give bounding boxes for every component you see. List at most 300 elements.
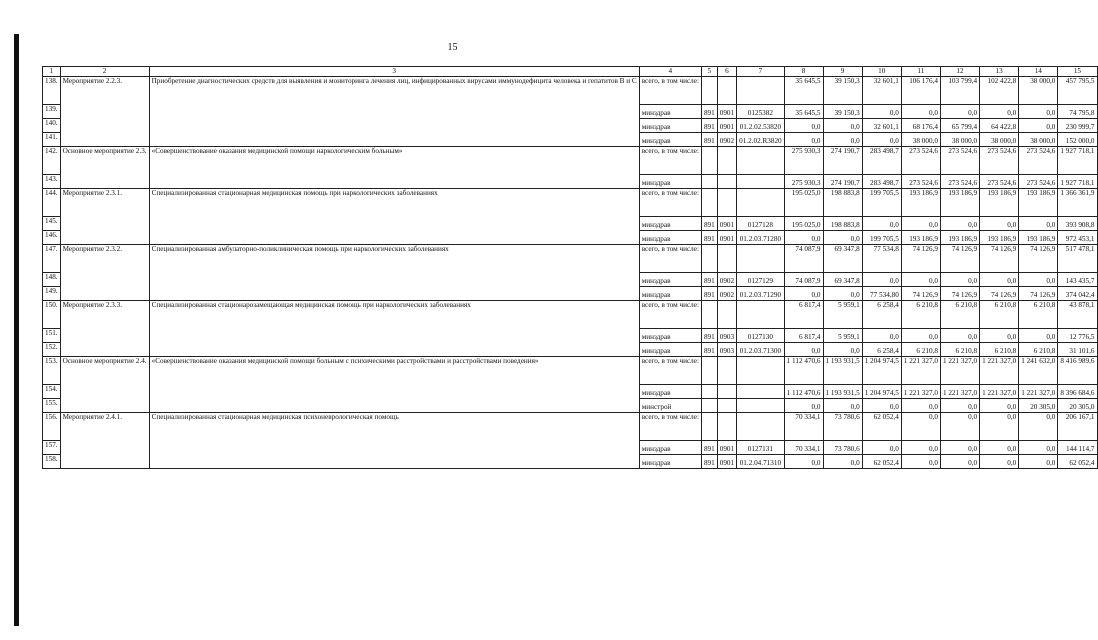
amount-cell: 0,0 <box>1019 273 1058 287</box>
amount-cell: 0,0 <box>784 455 823 469</box>
amount-cell: 393 908,8 <box>1058 217 1097 231</box>
amount-cell: 74 126,9 <box>1019 245 1058 273</box>
amount-cell: 74 126,9 <box>901 287 940 301</box>
amount-cell: 143 435,7 <box>1058 273 1097 287</box>
amount-cell: 0,0 <box>980 217 1019 231</box>
code-article <box>737 413 785 441</box>
amount-cell: 0,0 <box>1019 441 1058 455</box>
amount-cell: 193 186,9 <box>901 231 940 245</box>
column-header: 2 <box>60 67 149 77</box>
code-section: 0902 <box>717 133 736 147</box>
amount-cell: 0,0 <box>940 273 979 287</box>
amount-cell: 6 210,8 <box>1019 301 1058 329</box>
amount-cell: 0,0 <box>940 399 979 413</box>
amount-cell: 38 000,0 <box>1019 77 1058 105</box>
code-ministry: 891 <box>701 441 717 455</box>
amount-cell: 8 396 684,6 <box>1058 385 1097 399</box>
amount-cell: 0,0 <box>784 231 823 245</box>
amount-cell: 273 524,6 <box>940 175 979 189</box>
code-ministry <box>701 301 717 329</box>
event-description: «Совершенствование оказания медицинской помощи наркологическим больным» <box>149 147 639 189</box>
funding-type: минздрав <box>639 343 701 357</box>
row-number: 145. <box>43 217 61 231</box>
funding-type: всего, в том числе: <box>639 413 701 441</box>
amount-cell: 273 524,6 <box>1019 175 1058 189</box>
event-description: «Совершенствование оказания медицинской помощи больным с психическими расстройствами и расстройствами поведения» <box>149 357 639 413</box>
code-section: 0901 <box>717 217 736 231</box>
event-name: Основное мероприятие 2.4. <box>60 357 149 413</box>
code-article <box>737 147 785 175</box>
funding-type: минздрав <box>639 105 701 119</box>
amount-cell: 39 150,3 <box>823 77 862 105</box>
funding-type: всего, в том числе: <box>639 357 701 385</box>
amount-cell: 0,0 <box>1019 329 1058 343</box>
amount-cell: 0,0 <box>823 455 862 469</box>
funding-type: минздрав <box>639 441 701 455</box>
amount-cell: 5 959,1 <box>823 301 862 329</box>
amount-cell: 0,0 <box>823 287 862 301</box>
table-header-row <box>43 67 1098 77</box>
row-number: 158. <box>43 455 61 469</box>
column-header: 10 <box>862 67 901 77</box>
amount-cell: 73 780,6 <box>823 413 862 441</box>
amount-cell: 38 000,0 <box>901 133 940 147</box>
funding-type: всего, в том числе: <box>639 301 701 329</box>
code-article: 01.2.03.71290 <box>737 287 785 301</box>
amount-cell: 74 795,8 <box>1058 105 1097 119</box>
amount-cell: 273 524,6 <box>901 147 940 175</box>
funding-type: минстрой <box>639 399 701 413</box>
event-description: Специализированная амбулаторно-поликлиническая помощь при наркологических заболеваниях <box>149 245 639 301</box>
amount-cell: 274 190,7 <box>823 147 862 175</box>
amount-cell: 6 258,4 <box>862 343 901 357</box>
amount-cell: 0,0 <box>862 133 901 147</box>
amount-cell: 6 210,8 <box>940 343 979 357</box>
table-row <box>43 245 1098 273</box>
funding-type: минздрав <box>639 133 701 147</box>
amount-cell: 62 052,4 <box>862 455 901 469</box>
amount-cell: 230 999,7 <box>1058 119 1097 133</box>
amount-cell: 20 305,0 <box>1058 399 1097 413</box>
code-article: 01.2.03.71300 <box>737 343 785 357</box>
code-section <box>717 413 736 441</box>
page-number: 15 <box>447 42 458 53</box>
binding-edge <box>14 34 19 626</box>
code-section <box>717 147 736 175</box>
column-header: 3 <box>149 67 639 77</box>
code-section: 0902 <box>717 273 736 287</box>
code-ministry: 891 <box>701 217 717 231</box>
amount-cell: 1 241 632,0 <box>1019 357 1058 385</box>
amount-cell: 1 221 327,0 <box>980 357 1019 385</box>
code-article <box>737 77 785 105</box>
code-article: 0125382 <box>737 105 785 119</box>
event-name: Мероприятие 2.3.3. <box>60 301 149 357</box>
amount-cell: 1 221 327,0 <box>980 385 1019 399</box>
amount-cell: 144 114,7 <box>1058 441 1097 455</box>
amount-cell: 6 210,8 <box>901 343 940 357</box>
funding-type: минздрав <box>639 217 701 231</box>
amount-cell: 0,0 <box>901 413 940 441</box>
code-section: 0901 <box>717 441 736 455</box>
amount-cell: 0,0 <box>862 273 901 287</box>
code-ministry: 891 <box>701 105 717 119</box>
row-number: 149. <box>43 287 61 301</box>
amount-cell: 0,0 <box>940 441 979 455</box>
row-number: 138. <box>43 77 61 105</box>
code-ministry <box>701 245 717 273</box>
column-header: 9 <box>823 67 862 77</box>
event-description: Специализированная стационарозамещающая медицинская помощь при наркологических заболеваниях <box>149 301 639 357</box>
amount-cell: 283 498,7 <box>862 175 901 189</box>
code-article: 01.2.03.71280 <box>737 231 785 245</box>
code-section <box>717 399 736 413</box>
amount-cell: 0,0 <box>862 329 901 343</box>
amount-cell: 6 210,8 <box>980 343 1019 357</box>
amount-cell: 0,0 <box>940 329 979 343</box>
column-header: 1 <box>43 67 61 77</box>
code-article: 0127130 <box>737 329 785 343</box>
amount-cell: 275 930,3 <box>784 147 823 175</box>
amount-cell: 103 799,4 <box>940 77 979 105</box>
amount-cell: 35 645,5 <box>784 105 823 119</box>
amount-cell: 198 883,8 <box>823 217 862 231</box>
amount-cell: 1 193 931,5 <box>823 385 862 399</box>
amount-cell: 1 112 470,6 <box>784 385 823 399</box>
code-ministry: 891 <box>701 329 717 343</box>
amount-cell: 274 190,7 <box>823 175 862 189</box>
column-header: 12 <box>940 67 979 77</box>
amount-cell: 74 087,9 <box>784 245 823 273</box>
row-number: 139. <box>43 105 61 119</box>
amount-cell: 32 601,1 <box>862 119 901 133</box>
code-ministry <box>701 147 717 175</box>
amount-cell: 199 705,5 <box>862 231 901 245</box>
amount-cell: 0,0 <box>901 455 940 469</box>
amount-cell: 77 534,8 <box>862 245 901 273</box>
row-number: 156. <box>43 413 61 441</box>
table-row <box>43 147 1098 175</box>
code-article: 01.2.02.53820 <box>737 119 785 133</box>
column-header: 8 <box>784 67 823 77</box>
amount-cell: 0,0 <box>980 455 1019 469</box>
amount-cell: 0,0 <box>901 399 940 413</box>
amount-cell: 106 176,4 <box>901 77 940 105</box>
table-row <box>43 357 1098 385</box>
code-ministry <box>701 175 717 189</box>
amount-cell: 8 416 989,6 <box>1058 357 1097 385</box>
code-article: 01.2.02.R3820 <box>737 133 785 147</box>
amount-cell: 273 524,6 <box>901 175 940 189</box>
code-section <box>717 245 736 273</box>
amount-cell: 0,0 <box>940 217 979 231</box>
amount-cell: 193 186,9 <box>980 189 1019 217</box>
code-ministry <box>701 399 717 413</box>
funding-type: минздрав <box>639 231 701 245</box>
amount-cell: 64 422,8 <box>980 119 1019 133</box>
column-header: 4 <box>639 67 701 77</box>
amount-cell: 0,0 <box>980 105 1019 119</box>
table-row <box>43 413 1098 441</box>
amount-cell: 73 780,6 <box>823 441 862 455</box>
amount-cell: 0,0 <box>901 329 940 343</box>
column-header: 7 <box>737 67 785 77</box>
code-ministry: 891 <box>701 273 717 287</box>
amount-cell: 70 334,1 <box>784 413 823 441</box>
amount-cell: 31 101,6 <box>1058 343 1097 357</box>
amount-cell: 1 204 974,5 <box>862 357 901 385</box>
amount-cell: 193 186,9 <box>980 231 1019 245</box>
row-number: 157. <box>43 441 61 455</box>
code-article <box>737 175 785 189</box>
funding-type: минздрав <box>639 329 701 343</box>
amount-cell: 32 601,1 <box>862 77 901 105</box>
amount-cell: 1 221 327,0 <box>901 385 940 399</box>
code-ministry: 891 <box>701 231 717 245</box>
amount-cell: 273 524,6 <box>980 175 1019 189</box>
amount-cell: 0,0 <box>901 441 940 455</box>
row-number: 150. <box>43 301 61 329</box>
amount-cell: 62 052,4 <box>1058 455 1097 469</box>
funding-type: минздрав <box>639 385 701 399</box>
funding-type: минздрав <box>639 287 701 301</box>
amount-cell: 0,0 <box>940 105 979 119</box>
amount-cell: 972 453,1 <box>1058 231 1097 245</box>
row-number: 144. <box>43 189 61 217</box>
amount-cell: 0,0 <box>862 399 901 413</box>
code-section <box>717 175 736 189</box>
amount-cell: 275 930,3 <box>784 175 823 189</box>
amount-cell: 0,0 <box>901 273 940 287</box>
amount-cell: 68 176,4 <box>901 119 940 133</box>
code-section: 0902 <box>717 287 736 301</box>
column-header: 11 <box>901 67 940 77</box>
amount-cell: 1 927 718,1 <box>1058 147 1097 175</box>
event-description: Специализированная стационарная медицинская помощь при наркологических заболеваниях <box>149 189 639 245</box>
amount-cell: 12 776,5 <box>1058 329 1097 343</box>
code-section <box>717 189 736 217</box>
column-header: 13 <box>980 67 1019 77</box>
code-section: 0903 <box>717 329 736 343</box>
amount-cell: 193 186,9 <box>901 189 940 217</box>
row-number: 152. <box>43 343 61 357</box>
amount-cell: 74 126,9 <box>940 287 979 301</box>
amount-cell: 0,0 <box>980 399 1019 413</box>
amount-cell: 74 126,9 <box>901 245 940 273</box>
code-ministry <box>701 77 717 105</box>
code-ministry <box>701 357 717 385</box>
event-name: Мероприятие 2.2.3. <box>60 77 149 147</box>
code-section: 0901 <box>717 119 736 133</box>
row-number: 153. <box>43 357 61 385</box>
amount-cell: 195 025,0 <box>784 217 823 231</box>
code-article <box>737 357 785 385</box>
table-row <box>43 189 1098 217</box>
column-header: 14 <box>1019 67 1058 77</box>
code-section: 0901 <box>717 455 736 469</box>
amount-cell: 1 221 327,0 <box>940 385 979 399</box>
amount-cell: 0,0 <box>784 399 823 413</box>
amount-cell: 69 347,8 <box>823 245 862 273</box>
amount-cell: 20 305,0 <box>1019 399 1058 413</box>
amount-cell: 0,0 <box>823 119 862 133</box>
code-article: 0127129 <box>737 273 785 287</box>
amount-cell: 6 258,4 <box>862 301 901 329</box>
code-section: 0901 <box>717 105 736 119</box>
amount-cell: 195 025,0 <box>784 189 823 217</box>
amount-cell: 0,0 <box>980 329 1019 343</box>
amount-cell: 0,0 <box>862 105 901 119</box>
amount-cell: 152 000,0 <box>1058 133 1097 147</box>
event-name: Мероприятие 2.3.1. <box>60 189 149 245</box>
row-number: 146. <box>43 231 61 245</box>
amount-cell: 62 052,4 <box>862 413 901 441</box>
amount-cell: 0,0 <box>980 413 1019 441</box>
amount-cell: 517 478,1 <box>1058 245 1097 273</box>
code-article <box>737 385 785 399</box>
amount-cell: 38 000,0 <box>940 133 979 147</box>
amount-cell: 0,0 <box>940 413 979 441</box>
event-description: Приобретение диагностических средств для выявления и мониторинга лечения лиц, инфицированных вирусами иммунодефицита человека и гепатитов В и С <box>149 77 639 147</box>
event-name: Мероприятие 2.3.2. <box>60 245 149 301</box>
code-ministry: 891 <box>701 455 717 469</box>
amount-cell: 1 366 361,9 <box>1058 189 1097 217</box>
amount-cell: 6 817,4 <box>784 301 823 329</box>
amount-cell: 1 927 718,1 <box>1058 175 1097 189</box>
amount-cell: 0,0 <box>784 287 823 301</box>
amount-cell: 0,0 <box>784 133 823 147</box>
amount-cell: 1 112 470,6 <box>784 357 823 385</box>
amount-cell: 39 150,3 <box>823 105 862 119</box>
amount-cell: 74 087,9 <box>784 273 823 287</box>
code-article <box>737 245 785 273</box>
amount-cell: 193 186,9 <box>1019 231 1058 245</box>
amount-cell: 0,0 <box>823 343 862 357</box>
amount-cell: 74 126,9 <box>940 245 979 273</box>
code-article <box>737 399 785 413</box>
amount-cell: 0,0 <box>901 217 940 231</box>
code-section <box>717 385 736 399</box>
amount-cell: 0,0 <box>980 441 1019 455</box>
event-name: Мероприятие 2.4.1. <box>60 413 149 469</box>
row-number: 140. <box>43 119 61 133</box>
amount-cell: 457 795,5 <box>1058 77 1097 105</box>
amount-cell: 38 000,0 <box>980 133 1019 147</box>
amount-cell: 70 334,1 <box>784 441 823 455</box>
funding-type: минздрав <box>639 119 701 133</box>
code-ministry <box>701 413 717 441</box>
code-article <box>737 189 785 217</box>
amount-cell: 0,0 <box>1019 455 1058 469</box>
amount-cell: 77 534,80 <box>862 287 901 301</box>
table-row <box>43 301 1098 329</box>
amount-cell: 102 422,8 <box>980 77 1019 105</box>
amount-cell: 0,0 <box>1019 217 1058 231</box>
code-section <box>717 301 736 329</box>
amount-cell: 5 959,1 <box>823 329 862 343</box>
amount-cell: 6 817,4 <box>784 329 823 343</box>
amount-cell: 69 347,8 <box>823 273 862 287</box>
amount-cell: 0,0 <box>1019 413 1058 441</box>
column-header: 6 <box>717 67 736 77</box>
code-section <box>717 77 736 105</box>
amount-cell: 0,0 <box>980 273 1019 287</box>
amount-cell: 1 221 327,0 <box>940 357 979 385</box>
amount-cell: 0,0 <box>823 133 862 147</box>
code-article <box>737 301 785 329</box>
code-ministry: 891 <box>701 133 717 147</box>
funding-type: всего, в том числе: <box>639 77 701 105</box>
amount-cell: 0,0 <box>901 105 940 119</box>
amount-cell: 6 210,8 <box>1019 343 1058 357</box>
amount-cell: 374 042,4 <box>1058 287 1097 301</box>
funding-type: всего, в том числе: <box>639 245 701 273</box>
column-header: 15 <box>1058 67 1097 77</box>
code-section: 0903 <box>717 343 736 357</box>
budget-table <box>42 66 1098 469</box>
amount-cell: 193 186,9 <box>940 231 979 245</box>
amount-cell: 198 883,8 <box>823 189 862 217</box>
amount-cell: 273 524,6 <box>940 147 979 175</box>
amount-cell: 0,0 <box>784 119 823 133</box>
code-article: 01.2.04.71310 <box>737 455 785 469</box>
code-section: 0901 <box>717 231 736 245</box>
amount-cell: 0,0 <box>823 231 862 245</box>
amount-cell: 74 126,9 <box>980 245 1019 273</box>
row-number: 151. <box>43 329 61 343</box>
amount-cell: 1 204 974,5 <box>862 385 901 399</box>
row-number: 148. <box>43 273 61 287</box>
funding-type: минздрав <box>639 273 701 287</box>
amount-cell: 273 524,6 <box>1019 147 1058 175</box>
amount-cell: 0,0 <box>1019 119 1058 133</box>
code-ministry: 891 <box>701 119 717 133</box>
amount-cell: 38 000,0 <box>1019 133 1058 147</box>
code-section <box>717 357 736 385</box>
amount-cell: 43 878,1 <box>1058 301 1097 329</box>
amount-cell: 1 193 931,5 <box>823 357 862 385</box>
funding-type: минздрав <box>639 455 701 469</box>
amount-cell: 206 167,1 <box>1058 413 1097 441</box>
event-name: Основное мероприятие 2.3. <box>60 147 149 189</box>
row-number: 142. <box>43 147 61 175</box>
amount-cell: 283 498,7 <box>862 147 901 175</box>
amount-cell: 199 705,5 <box>862 189 901 217</box>
amount-cell: 193 186,9 <box>1019 189 1058 217</box>
code-ministry <box>701 189 717 217</box>
event-description: Специализированная стационарная медицинская психоневрологическая помощь <box>149 413 639 469</box>
code-ministry: 891 <box>701 287 717 301</box>
code-article: 0127131 <box>737 441 785 455</box>
amount-cell: 6 210,8 <box>940 301 979 329</box>
amount-cell: 273 524,6 <box>980 147 1019 175</box>
amount-cell: 0,0 <box>1019 105 1058 119</box>
row-number: 155. <box>43 399 61 413</box>
amount-cell: 6 210,8 <box>980 301 1019 329</box>
row-number: 141. <box>43 133 61 147</box>
amount-cell: 193 186,9 <box>940 189 979 217</box>
amount-cell: 6 210,8 <box>901 301 940 329</box>
amount-cell: 0,0 <box>862 217 901 231</box>
funding-type: всего, в том числе: <box>639 189 701 217</box>
amount-cell: 0,0 <box>784 343 823 357</box>
code-ministry: 891 <box>701 343 717 357</box>
code-ministry <box>701 385 717 399</box>
amount-cell: 0,0 <box>862 441 901 455</box>
funding-type: минздрав <box>639 175 701 189</box>
amount-cell: 35 645,5 <box>784 77 823 105</box>
row-number: 147. <box>43 245 61 273</box>
